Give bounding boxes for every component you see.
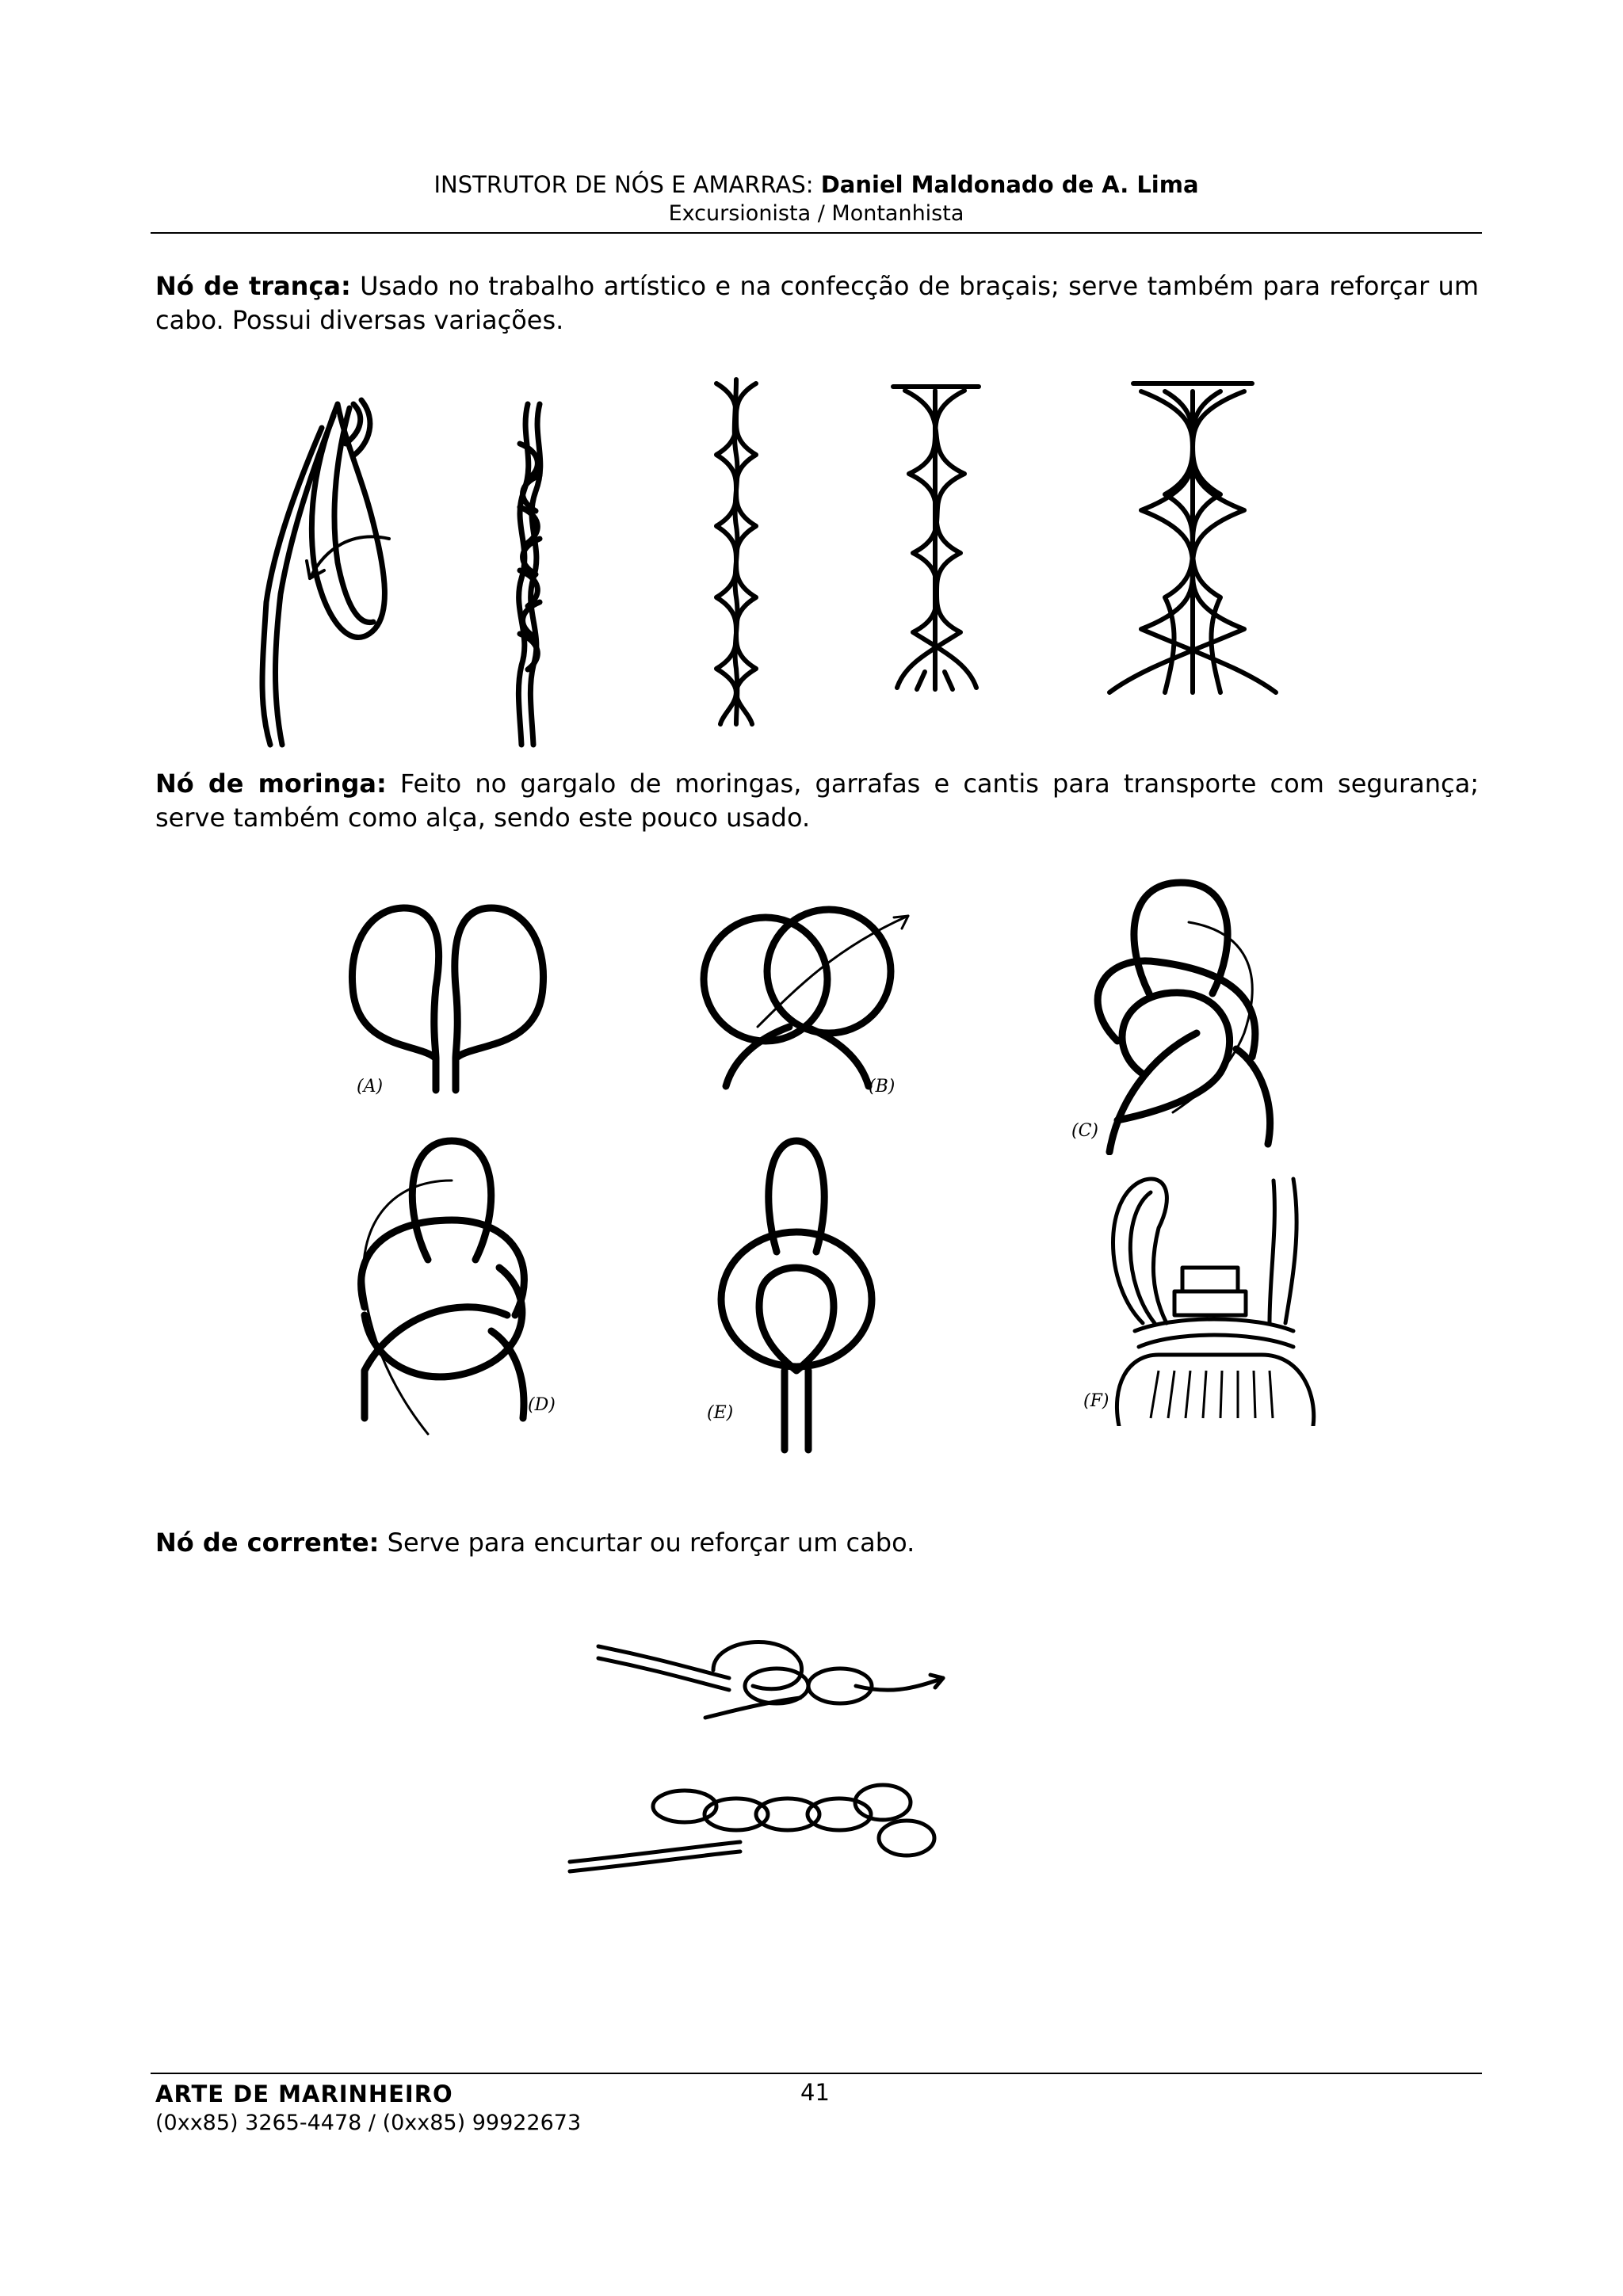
moringa-figure-b xyxy=(678,892,921,1100)
section-corrente-text: Serve para encurtar ou reforçar um cabo. xyxy=(379,1527,915,1558)
braid-figure-1 xyxy=(227,372,579,759)
footer-phone: (0xx85) 3265-4478 / (0xx85) 99922673 xyxy=(155,2111,582,2135)
chain-figure-1 xyxy=(594,1623,959,1730)
braid-figure-3 xyxy=(881,379,991,696)
header-subtitle: Excursionista / Montanhista xyxy=(668,201,964,226)
moringa-label-c: (C) xyxy=(1071,1121,1098,1141)
moringa-figure-a xyxy=(341,892,555,1108)
braid-figure-2 xyxy=(685,376,791,727)
moringa-label-b: (B) xyxy=(869,1077,896,1097)
moringa-figure-f xyxy=(1079,1165,1335,1426)
header-title xyxy=(151,171,1482,198)
section-tranca-text: Usado no trabalho artístico e na confecção de braçais; serve também para reforçar um cabo. Possui diversas variações. xyxy=(155,271,1480,335)
moringa-figure-d xyxy=(341,1133,571,1442)
moringa-label-d: (D) xyxy=(528,1395,556,1415)
header-author: Daniel Maldonado de A. Lima xyxy=(820,171,1199,198)
page-number: 41 xyxy=(800,2079,830,2106)
footer-rule xyxy=(151,2073,1482,2074)
moringa-figure-e xyxy=(697,1133,896,1458)
header-rule xyxy=(151,232,1482,234)
moringa-label-f: (F) xyxy=(1083,1391,1109,1411)
section-corrente-heading: Nó de corrente: xyxy=(155,1527,380,1558)
section-moringa-text: Feito no gargalo de moringas, garrafas e cantis para transporte com segurança; serve também como alça, sendo este pouco usado. xyxy=(155,769,1480,833)
moringa-label-e: (E) xyxy=(707,1403,734,1423)
chain-figure-2 xyxy=(566,1767,945,1882)
section-moringa xyxy=(155,767,1479,835)
section-tranca xyxy=(155,269,1479,338)
braid-figure-4 xyxy=(1086,376,1300,702)
section-corrente xyxy=(155,1526,1479,1560)
section-moringa-heading: Nó de moringa: xyxy=(155,769,387,799)
moringa-label-a: (A) xyxy=(357,1077,384,1097)
section-tranca-heading: Nó de trança: xyxy=(155,271,351,301)
footer-title: ARTE DE MARINHEIRO xyxy=(155,2081,453,2107)
moringa-figure-c xyxy=(1062,875,1300,1155)
header-title-prefix: INSTRUTOR DE NÓS E AMARRAS: xyxy=(433,171,821,198)
